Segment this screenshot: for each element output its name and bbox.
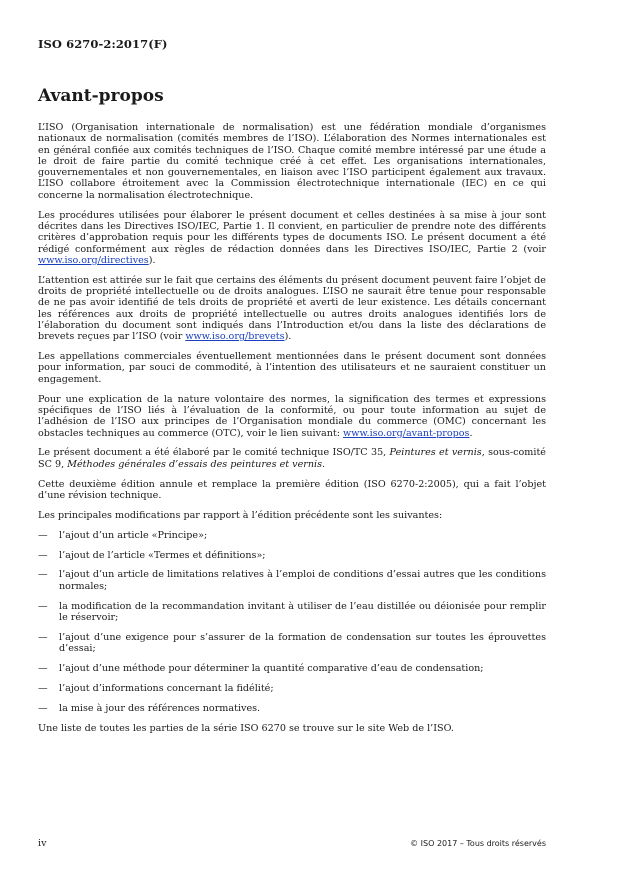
list-dash: —: [38, 600, 48, 612]
paragraph-patents: [38, 275, 546, 343]
paragraph-patents-text: L’attention est attirée sur le fait que certains des éléments du présent document peuvent faire l’objet de droits de propriété intellectuelle ou de droits analogues. L’ISO ne saurait être tenue pour responsable de ne pas avoir identifié de tels droits de propriété et averti de leur existence. Les détails concernant les références aux droits de propriété intellectuelle ou autres droits analogues identifiés lors de l’élaboration du document sont indiqués dans l’Introduction et/ou dans la liste des déclarations de brevets reçues par l’ISO (voir: [38, 274, 546, 343]
committee-title: Peintures et vernis: [389, 447, 482, 459]
directives-link[interactable]: www.iso.org/directives: [38, 254, 149, 266]
paragraph-voluntary-text: Pour une explication de la nature volontaire des normes, la signification des termes et expressions spécifiques de l’ISO liés à l’évaluation de la conformité, ou pour toute information au sujet de l’adhésion de l’ISO aux principes de l’Organisation mondiale du commerce (OMC) concernant les obstacles techniques au commerce (OTC), voir le lien suivant:: [38, 393, 546, 439]
list-dash: —: [38, 529, 48, 541]
list-dash: —: [38, 631, 48, 643]
paragraph-patents-end: ).: [284, 331, 292, 343]
page-number: iv: [38, 838, 47, 849]
paragraph-committee: [38, 447, 546, 470]
paragraph-committee-end: .: [322, 458, 326, 470]
list-item-text: l’ajout d’une méthode pour déterminer la quantité comparative d’eau de condensation;: [59, 663, 484, 674]
brevets-link[interactable]: www.iso.org/brevets: [185, 331, 285, 343]
list-item: [38, 703, 546, 714]
paragraph-trade-names: Les appellations commerciales éventuellement mentionnées dans le présent document sont données pour information, par souci de commodité, à l’intention des utilisateurs et ne sauraient constituer un engagement.: [38, 351, 546, 385]
list-item: [38, 530, 546, 541]
document-identifier: ISO 6270-2:2017(F): [38, 37, 168, 51]
copyright-notice: © ISO 2017 – Tous droits réservés: [410, 839, 546, 848]
paragraph-changes-intro: Les principales modifications par rapport à l’édition précédente sont les suivantes:: [38, 509, 443, 521]
list-item: [38, 569, 546, 592]
list-item: [38, 663, 546, 674]
avant-propos-link[interactable]: www.iso.org/avant-propos: [343, 427, 470, 439]
list-item-text: l’ajout de l’article «Termes et définitions»;: [59, 549, 266, 561]
list-item-text: la mise à jour des références normatives.: [59, 702, 261, 714]
list-dash: —: [38, 569, 48, 581]
list-item-text: l’ajout d’un article «Principe»;: [59, 529, 208, 541]
paragraph-edition: Cette deuxième édition annule et remplace la première édition (ISO 6270-2:2005), qui a fait l’objet d’une révision technique.: [38, 478, 546, 501]
list-item-text: l’ajout d’une exigence pour s’assurer de la formation de condensation sur toutes les éprouvettes d’essai;: [59, 631, 546, 655]
paragraph-procedures-end: ).: [148, 254, 156, 266]
list-dash: —: [38, 549, 48, 561]
list-item: [38, 550, 546, 561]
paragraph-procedures-text: Les procédures utilisées pour élaborer le présent document et celles destinées à sa mise à jour sont décrites dans les Directives ISO/IEC, Partie 1. Il convient, en particulier de prendre note des différents critères d’approbation requis pour les différents types de documents ISO. Le présent document a été rédigé conformément aux règles de rédaction données dans les Directives ISO/IEC, Partie 2 (voir: [38, 209, 546, 255]
paragraph-voluntary-end: .: [469, 427, 473, 439]
paragraph-procedures: [38, 210, 546, 266]
list-item: [38, 683, 546, 694]
list-dash: —: [38, 682, 48, 694]
paragraph-committee-a: Le présent document a été élaboré par le comité technique ISO/TC 35,: [38, 447, 390, 459]
list-dash: —: [38, 702, 48, 714]
list-dash: —: [38, 663, 48, 674]
changes-list: [38, 530, 546, 714]
list-item-text: l’ajout d’informations concernant la fidélité;: [59, 682, 274, 694]
list-item: [38, 632, 546, 655]
list-item-text: l’ajout d’un article de limitations relatives à l’emploi de conditions d’essai autres que les conditions normales;: [59, 569, 546, 592]
foreword-body: [38, 122, 546, 734]
paragraph-committee-b: , sous-comité SC 9,: [38, 447, 546, 470]
paragraph-iso-organisation: L’ISO (Organisation internationale de normalisation) est une fédération mondiale d’organismes nationaux de normalisation (comités membres de l’ISO). L’élaboration des Normes internationales est en général confiée aux comités techniques de l’ISO. Chaque comité membre intéressé par une étude a le droit de faire partie du comité technique créé à cet effet. Les organisations internationales, gouvernementales et non gouvernementales, en liaison avec l’ISO participent également aux travaux. L’ISO collabore étroitement avec la Commission électrotechnique internationale (IEC) en ce qui concerne la normalisation électrotechnique.: [38, 122, 546, 201]
list-item-text: la modification de la recommandation invitant à utiliser de l’eau distillée ou déionisée pour remplir le réservoir;: [59, 600, 546, 623]
paragraph-series-parts: Une liste de toutes les parties de la série ISO 6270 se trouve sur le site Web de l’ISO.: [38, 722, 454, 734]
subcommittee-title: Méthodes générales d’essais des peintures et vernis: [67, 458, 323, 470]
section-title: Avant-propos: [38, 86, 164, 106]
list-item: [38, 601, 546, 624]
paragraph-voluntary-nature: [38, 394, 546, 439]
